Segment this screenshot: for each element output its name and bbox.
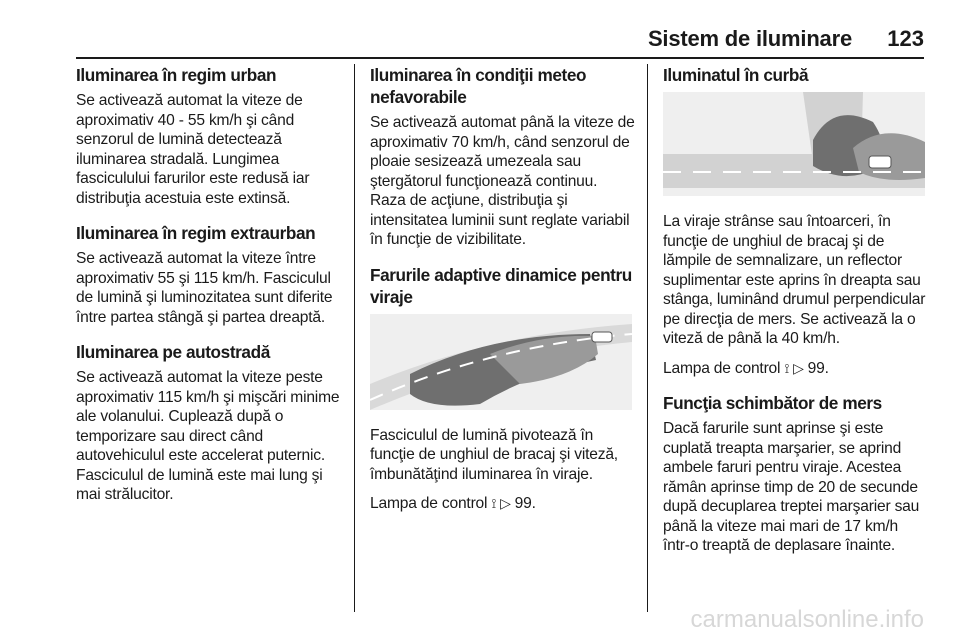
heading-weather: Iluminarea în condiţii meteo nefavorabile bbox=[370, 65, 587, 107]
heading-adaptive: Farurile adaptive dinamice pentru viraje bbox=[370, 264, 632, 307]
paragraph-curve-light: La viraje strânse sau întoarceri, în funcţie de unghiul de bracaj şi de lămpile de semnalizare, un reflector suplimentar este aprins în dreapta sau stânga, luminând drumul perpendicular pe direcţia de mers. Se activează la o viteză de până la 40 km/h. bbox=[663, 213, 926, 347]
paragraph-adaptive: Fasciculul de lumină pivotează în funcţie de unghiul de bracaj şi viteză, îmbunătăţind iluminarea în viraje. bbox=[370, 426, 618, 483]
illustration-intersection bbox=[663, 92, 925, 196]
lamp-control-icon: ⟟ bbox=[491, 496, 497, 511]
heading-urban: Iluminarea în regim urban bbox=[76, 65, 277, 85]
figure-adaptive-curve-light bbox=[370, 314, 632, 410]
column-1 bbox=[76, 64, 341, 515]
control-lamp-reference: Lampa de control ⟟ ▷ 99. bbox=[663, 359, 829, 377]
page-reference-arrow-icon: ▷ bbox=[500, 495, 511, 511]
page-reference-arrow-icon: ▷ bbox=[793, 359, 804, 376]
paragraph-extraurban: Se activează automat la viteze între aproximativ 55 şi 115 km/h. Fasciculul de lumină şi luminozitatea sunt diferite între partea stângă şi partea dreaptă. bbox=[76, 250, 333, 326]
illustration-curved-road bbox=[370, 314, 632, 410]
column-3 bbox=[663, 64, 928, 566]
page-header bbox=[0, 0, 960, 60]
column-2 bbox=[370, 64, 635, 524]
heading-reverse-function: Funcţia schimbător de mers bbox=[663, 393, 882, 413]
page-number: 123 bbox=[887, 26, 924, 51]
paragraph-reverse-function: Dacă farurile sunt aprinse şi este cuplată treapta marşarier, se aprind ambele faruri pentru viraje. Acestea rămân aprinse timp de 20 de secunde după decuplarea treptei marşarier sau până la viteze mai mari de 17 km/h într-o treaptă de deplasare înainte. bbox=[663, 420, 920, 554]
lamp-control-icon: ⟟ bbox=[784, 360, 790, 376]
paragraph-weather: Se activează automat până la viteze de aproximativ 70 km/h, când senzorul de ploaie sesizează umezeala sau ştergătorul funcţionează continuu. Raza de acţiune, distribuţia şi intensitatea luminii sunt reglate variabil în funcţie de vizibilitate. bbox=[370, 114, 635, 248]
paragraph-highway: Se activează automat la viteze peste aproximativ 115 km/h şi mişcări minime ale volanului. Cuplează după o temporizare sau direct când autovehiculul este accelerat puternic. Fasciculul de lumină este mai lung şi mai strălucitor. bbox=[76, 369, 340, 503]
watermark: carmanualsonline.info bbox=[690, 606, 924, 633]
heading-curve-light: Iluminatul în curbă bbox=[663, 65, 809, 85]
column-divider bbox=[647, 64, 648, 612]
figure-cornering-light bbox=[663, 92, 925, 196]
control-lamp-reference: Lampa de control ⟟ ▷ 99. bbox=[370, 495, 536, 512]
heading-highway: Iluminarea pe autostradă bbox=[76, 342, 270, 362]
section-title: Sistem de iluminare bbox=[647, 26, 852, 51]
paragraph-urban: Se activează automat la viteze de aproximativ 40 - 55 km/h şi când senzorul de lumină detectează iluminarea stradală. Lungimea fasciculului farurilor este redusă iar distribuţia acestuia este extinsă. bbox=[76, 92, 310, 207]
column-divider bbox=[354, 64, 355, 612]
header-rule bbox=[76, 57, 924, 59]
heading-extraurban: Iluminarea în regim extraurban bbox=[76, 223, 316, 243]
